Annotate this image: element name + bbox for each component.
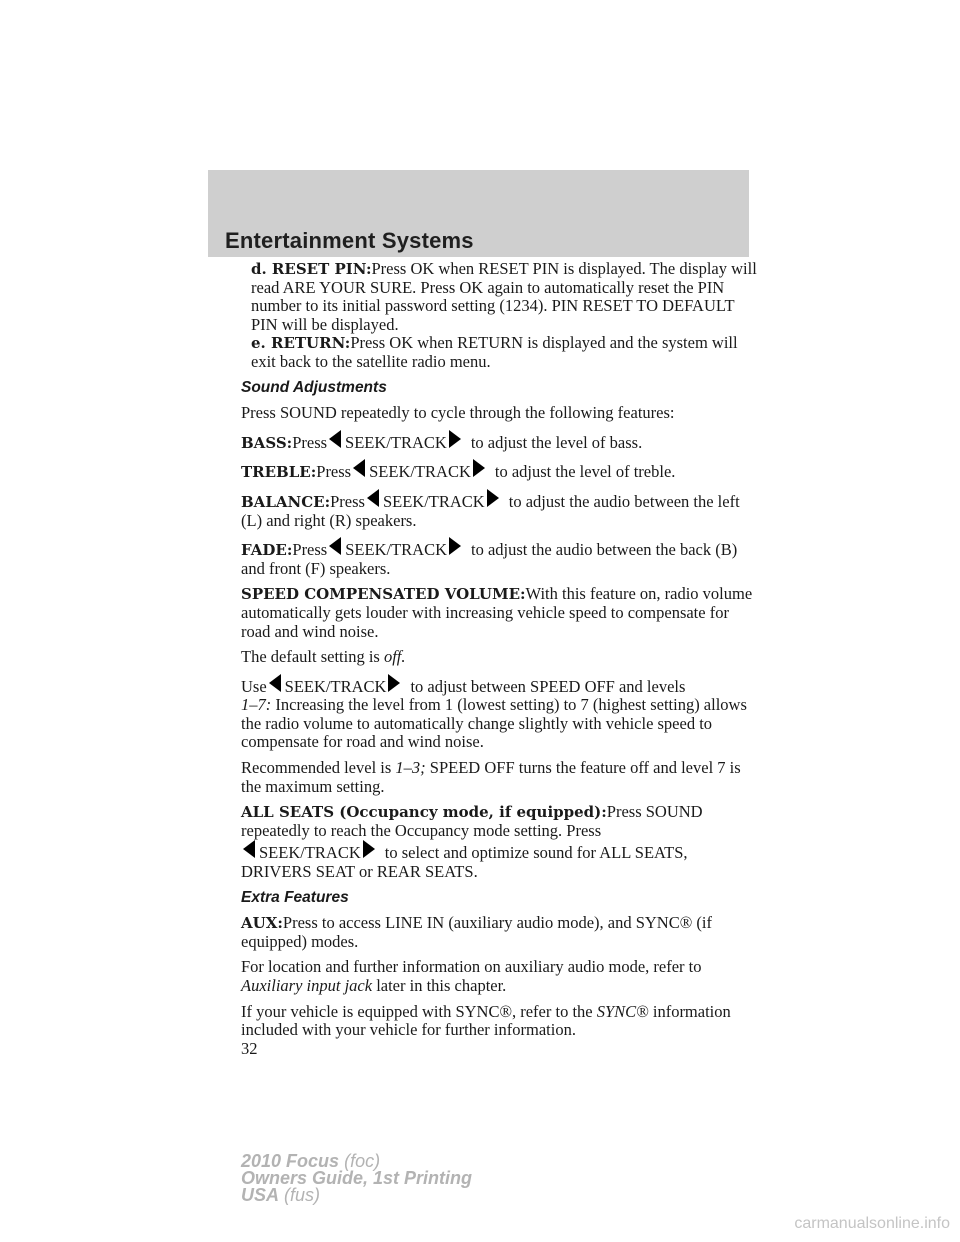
seek-left-icon bbox=[329, 430, 341, 448]
return-item bbox=[241, 334, 761, 371]
location-text: For location and further information on auxiliary audio mode, refer to bbox=[241, 957, 702, 977]
all-seats-item bbox=[241, 803, 761, 881]
watermark-link[interactable]: carmanualsonline.info bbox=[794, 1215, 950, 1232]
treble-text: to adjust the level of treble. bbox=[494, 462, 676, 482]
seek-track-text: SEEK/TRACK bbox=[259, 843, 361, 863]
footer-market-code: (fus) bbox=[284, 1185, 321, 1205]
extra-features-heading: Extra Features bbox=[241, 888, 349, 906]
fade-label: FADE: bbox=[241, 541, 293, 560]
seek-left-icon bbox=[269, 674, 281, 692]
footer-market-line bbox=[241, 1187, 472, 1204]
sync-info bbox=[241, 1003, 761, 1040]
reset-pin-text: Press OK when RESET PIN is displayed. The display will read ARE YOUR SURE. Press OK again to automatically reset the PIN number to its initial password setting (1234). PIN RESET TO DEFAULT PIN will be displayed. bbox=[251, 259, 757, 334]
footer-model-code: (foc) bbox=[344, 1151, 381, 1171]
aux-item bbox=[241, 914, 761, 951]
seek-right-icon bbox=[388, 674, 400, 692]
seek-track-text: SEEK/TRACK bbox=[369, 462, 471, 482]
sound-intro: Press SOUND repeatedly to cycle through the following features: bbox=[241, 403, 675, 423]
press-text: Press bbox=[292, 540, 328, 560]
speed-compensated-volume-item bbox=[241, 585, 761, 641]
seek-left-icon bbox=[243, 840, 255, 858]
seek-track-text: SEEK/TRACK bbox=[382, 491, 485, 511]
sound-adjustments-heading: Sound Adjustments bbox=[241, 378, 387, 396]
page-number: 32 bbox=[241, 1038, 258, 1058]
recommended-level bbox=[241, 759, 761, 796]
page-content bbox=[241, 260, 761, 1058]
levels-text: Increasing the level from 1 (lowest setting) to 7 (highest setting) allows the radio volume to automatically change slightly with vehicle speed to compensate for road and wind noise. bbox=[241, 695, 747, 752]
footer-print-info bbox=[241, 1153, 472, 1204]
bass-text: to adjust the level of bass. bbox=[470, 432, 643, 452]
recommended-after: SPEED OFF turns the feature off and level 7 is the maximum setting. bbox=[241, 758, 741, 796]
return-text: Press OK when RETURN is displayed and the system will exit back to the satellite radio menu. bbox=[251, 333, 738, 371]
seek-right-icon bbox=[449, 430, 461, 448]
seek-track-text: SEEK/TRACK bbox=[345, 540, 447, 560]
sync-ref: SYNC® bbox=[596, 1001, 649, 1021]
seek-right-icon bbox=[363, 840, 375, 858]
all-seats-label: ALL SEATS (Occupancy mode, if equipped): bbox=[241, 803, 607, 822]
seek-left-icon bbox=[367, 489, 379, 507]
sync-text: If your vehicle is equipped with SYNC®, refer to the bbox=[241, 1001, 593, 1021]
fade-text: to adjust the audio between the back (B) and front (F) speakers. bbox=[241, 540, 738, 578]
treble-label: TREBLE: bbox=[241, 463, 317, 482]
recommended-text: Recommended level is bbox=[241, 758, 392, 778]
seek-right-icon bbox=[473, 459, 485, 477]
reset-pin-label: d. RESET PIN: bbox=[251, 260, 372, 278]
aux-location-info bbox=[241, 958, 761, 995]
default-setting bbox=[241, 648, 761, 667]
scv-label: SPEED COMPENSATED VOLUME: bbox=[241, 585, 526, 604]
seek-track-text: SEEK/TRACK bbox=[345, 432, 447, 452]
default-setting-text: The default setting is bbox=[241, 647, 380, 667]
reset-pin-item bbox=[241, 260, 761, 334]
default-setting-value: off. bbox=[383, 647, 406, 667]
aux-label: AUX: bbox=[241, 914, 283, 933]
section-title: Entertainment Systems bbox=[225, 228, 474, 253]
recommended-value: 1–3; bbox=[395, 758, 426, 778]
auxiliary-input-jack-ref: Auxiliary input jack bbox=[241, 976, 373, 995]
press-text: Press bbox=[292, 432, 328, 452]
return-label: e. RETURN: bbox=[251, 334, 351, 353]
use-seek-track-item bbox=[241, 674, 761, 752]
footer-market: USA bbox=[241, 1185, 280, 1205]
press-text: Press bbox=[330, 491, 365, 511]
footer-guide: Owners Guide, 1st Printing bbox=[241, 1168, 473, 1188]
seek-left-icon bbox=[353, 459, 365, 477]
bass-label: BASS: bbox=[241, 433, 293, 452]
all-seats-after: to select and optimize sound for ALL SEATS, DRIVERS SEAT or REAR SEATS. bbox=[241, 843, 688, 882]
seek-left-icon bbox=[329, 537, 341, 555]
balance-text: to adjust the audio between the left (L) and right (R) speakers. bbox=[241, 491, 740, 530]
levels-range: 1–7: bbox=[241, 695, 272, 715]
all-seats-text: Press SOUND repeatedly to reach the Occupancy mode setting. Press bbox=[241, 802, 703, 840]
treble-item bbox=[241, 459, 761, 482]
aux-text: Press to access LINE IN (auxiliary audio mode), and SYNC® (if equipped) modes. bbox=[241, 913, 712, 951]
bass-item bbox=[241, 430, 761, 453]
press-text: Press bbox=[316, 462, 352, 482]
footer-model: 2010 Focus bbox=[241, 1151, 340, 1171]
seek-right-icon bbox=[449, 537, 461, 555]
seek-right-icon bbox=[487, 489, 499, 507]
use-after-text: to adjust between SPEED OFF and levels bbox=[410, 676, 686, 696]
fade-item bbox=[241, 537, 761, 578]
use-text: Use bbox=[241, 676, 267, 696]
location-after: later in this chapter. bbox=[376, 976, 507, 995]
balance-label: BALANCE: bbox=[241, 492, 331, 511]
sync-after: information included with your vehicle for further information. bbox=[241, 1001, 731, 1040]
balance-item bbox=[241, 489, 761, 530]
scv-text: With this feature on, radio volume automatically gets louder with increasing vehicle speed to compensate for road and wind noise. bbox=[241, 584, 753, 641]
seek-track-text: SEEK/TRACK bbox=[284, 676, 387, 696]
